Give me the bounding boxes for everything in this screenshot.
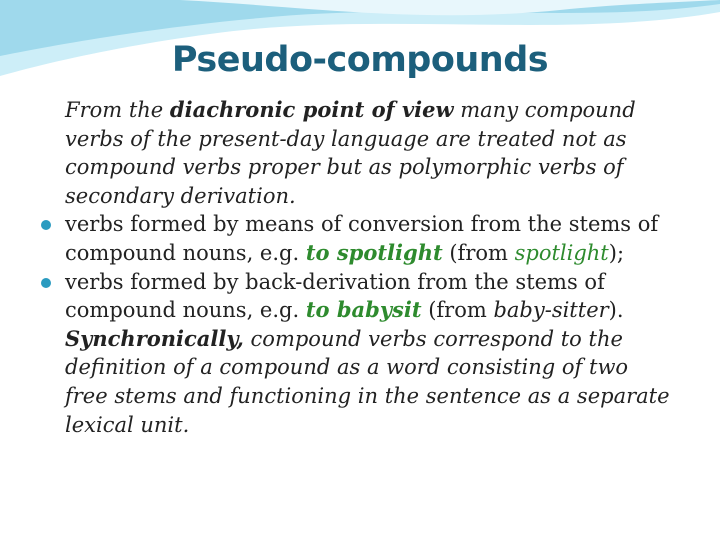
text-span: ). [608, 298, 624, 323]
bullet-icon [41, 278, 51, 288]
text-span: compound verbs correspond to the definition of a compound as a word consisting of two free stems and functioning in the sentence as a separate lexical unit. [65, 326, 670, 437]
emphasis-diachronic: diachronic point of view [169, 97, 454, 122]
emphasis-synchronically: Synchronically, [65, 325, 244, 351]
bullet-conversion [65, 210, 670, 267]
example-baby-sitter: baby-sitter [493, 298, 609, 323]
text-span: (from [442, 240, 515, 265]
text-span: ); [608, 240, 625, 265]
text-span: (from [421, 298, 494, 323]
bullet-back-derivation [65, 268, 670, 325]
text-span: verbs formed by means of conversion from the stems of compound nouns, e.g. [65, 212, 659, 265]
slide-content [65, 96, 670, 439]
example-spotlight: spotlight [514, 240, 609, 265]
example-to-spotlight: to spotlight [305, 239, 443, 265]
diachronic-paragraph [65, 96, 670, 210]
text-span: verbs formed by back-derivation from the stems of compound nouns, e.g. [65, 269, 605, 323]
text-span: From the [65, 98, 170, 122]
bullet-icon [41, 220, 51, 230]
text-span: many compound verbs of the present-day language are treated not as compound verbs proper but as polymorphic verbs of secondary derivation. [65, 98, 636, 208]
example-to-babysit: to babysit [305, 297, 422, 323]
slide-title: Pseudo-compounds [171, 40, 549, 80]
synchronic-paragraph [65, 325, 670, 439]
